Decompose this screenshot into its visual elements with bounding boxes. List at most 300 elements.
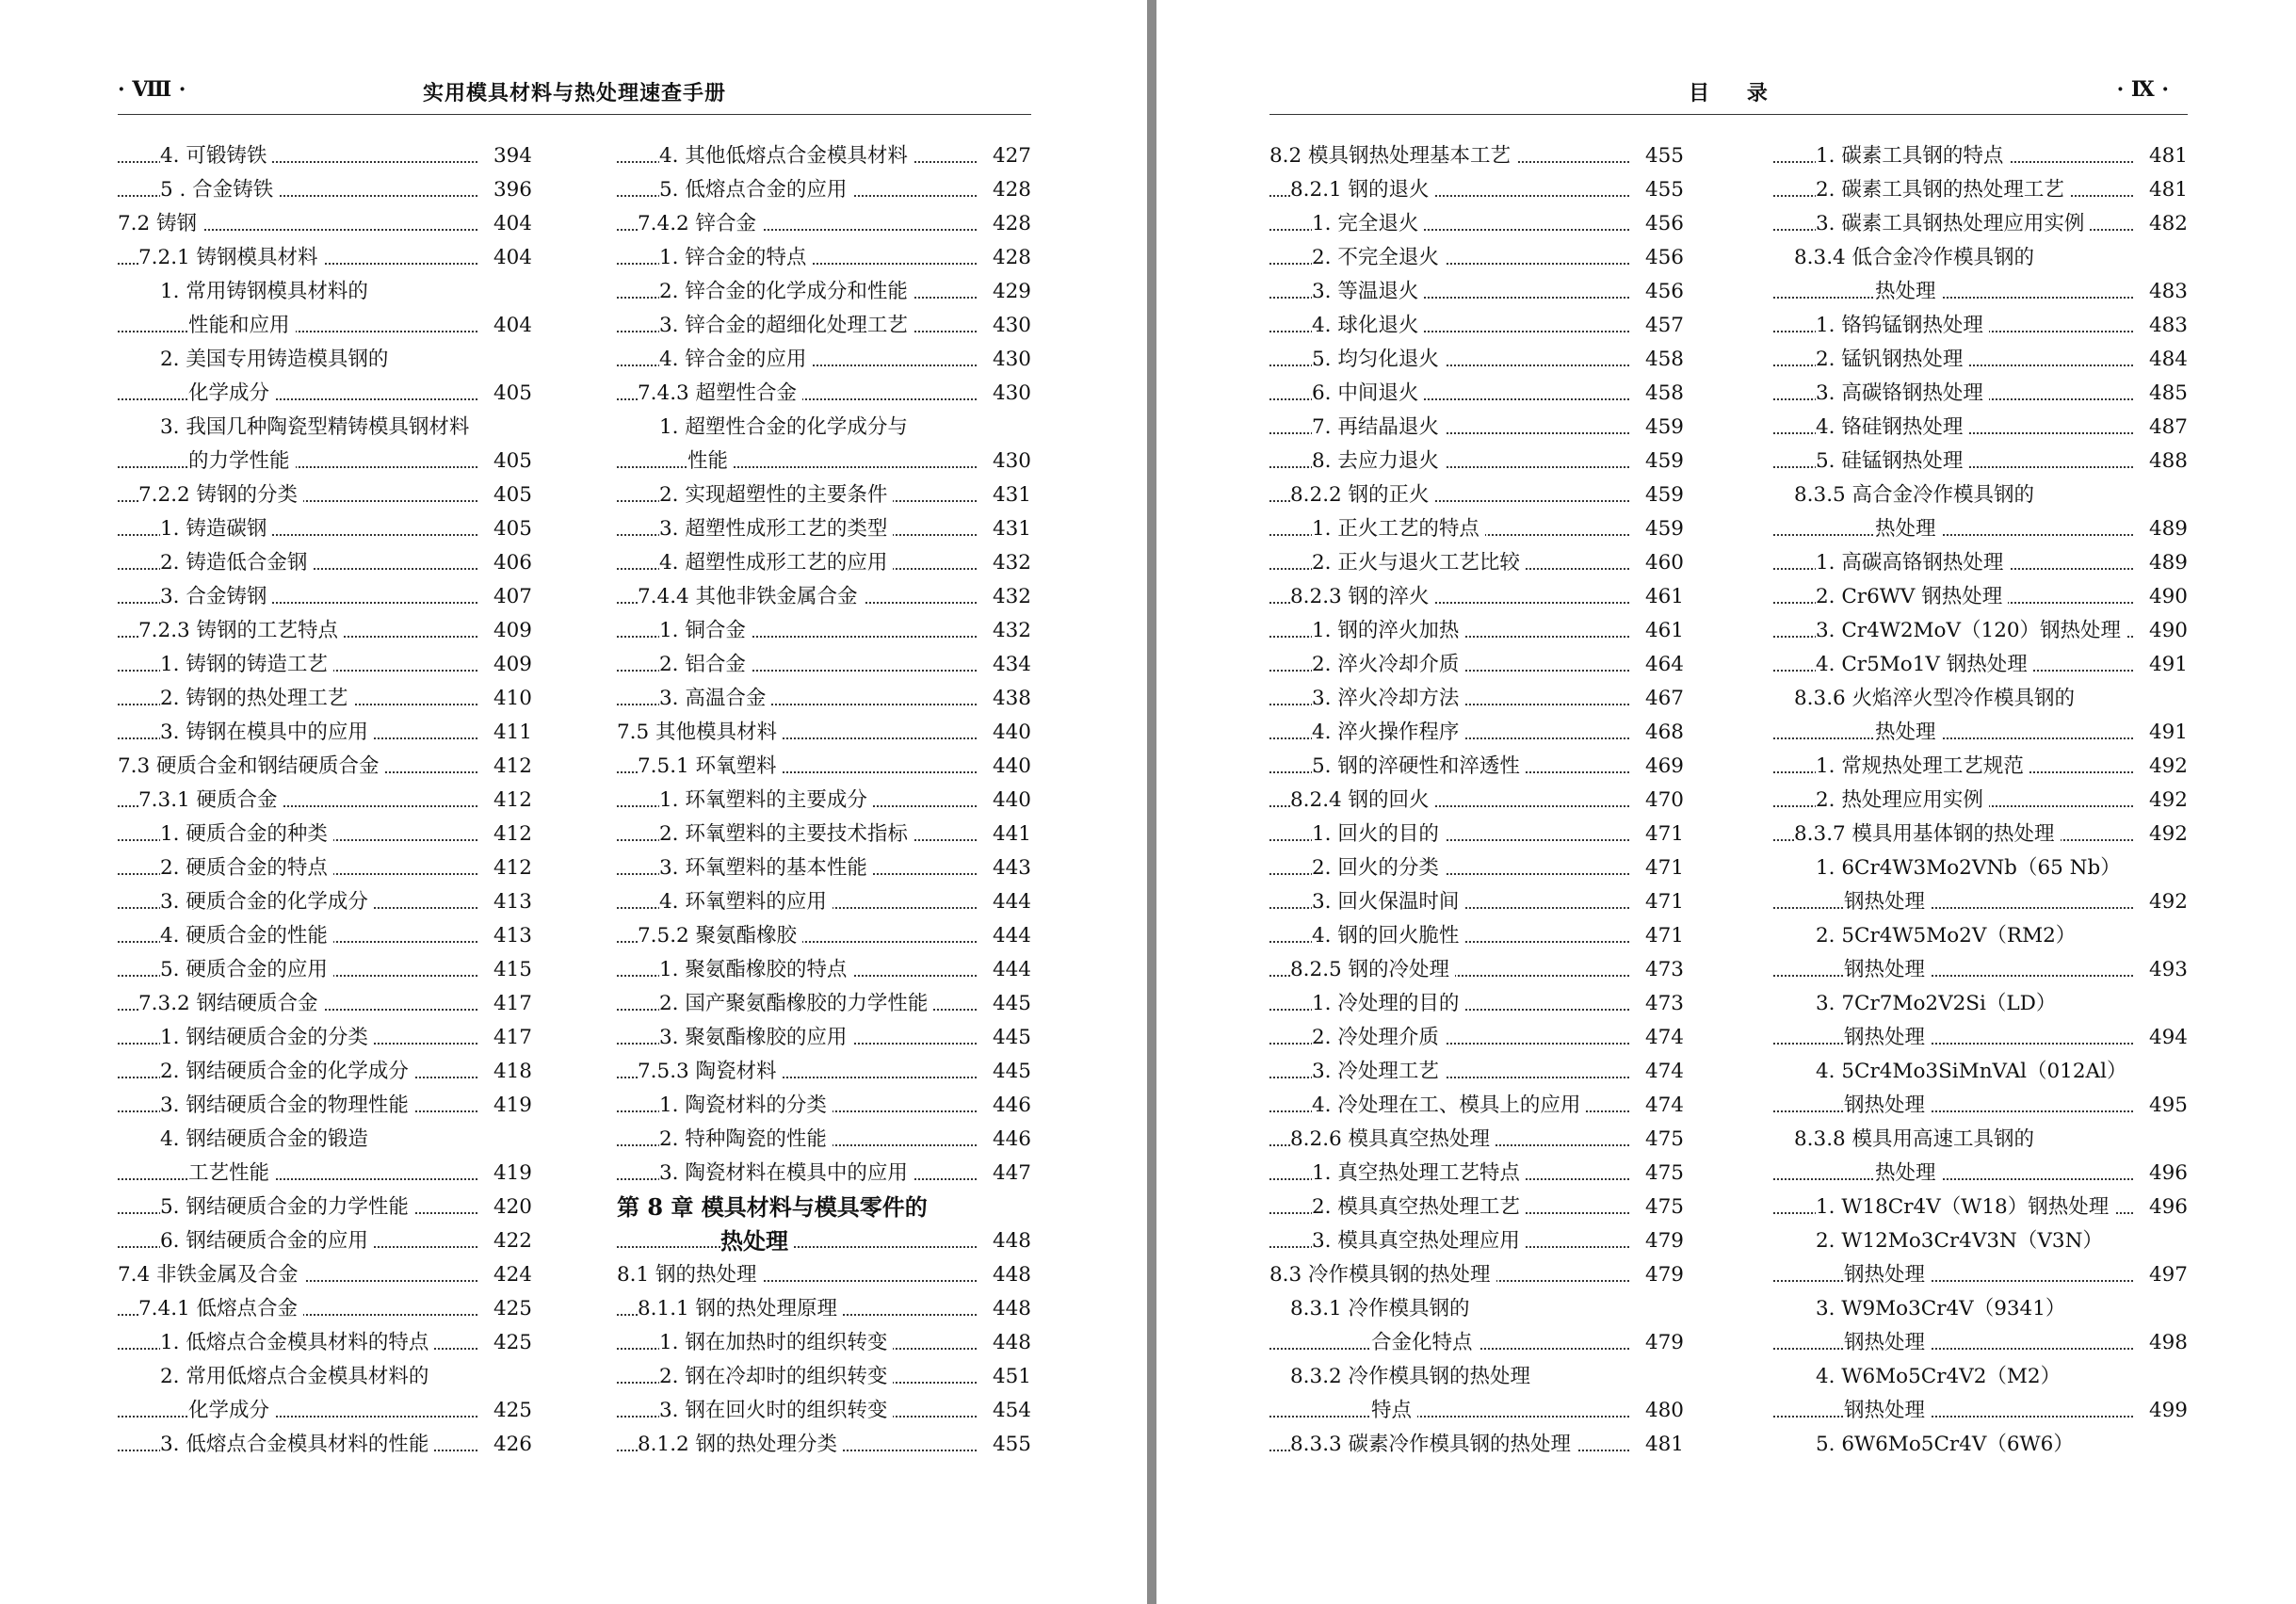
toc-entry-title: 1. 硬质合金的种类 bbox=[160, 818, 333, 851]
toc-item bbox=[617, 1089, 1031, 1123]
toc-item-continued bbox=[118, 377, 532, 411]
toc-item bbox=[118, 343, 532, 377]
toc-item bbox=[118, 1428, 532, 1462]
toc-entry-title: 1. 回火的目的 bbox=[1312, 818, 1445, 851]
toc-page-number: 425 bbox=[485, 1394, 532, 1428]
header-rule bbox=[118, 114, 1031, 115]
toc-page-number: 405 bbox=[485, 512, 532, 546]
toc-entry-title: 8.3.2 冷作模具钢的热处理 bbox=[1290, 1360, 1536, 1394]
toc-entry-title: 5 . 合金铸铁 bbox=[160, 173, 279, 207]
toc-entry-title: 1. 环氧塑料的主要成分 bbox=[659, 784, 873, 818]
toc-page-number: 488 bbox=[2141, 445, 2188, 478]
toc-item-continued bbox=[617, 445, 1031, 478]
toc-page-number: 496 bbox=[2141, 1157, 2188, 1191]
toc-item bbox=[118, 1360, 532, 1394]
header-rule bbox=[1269, 114, 2188, 115]
toc-section bbox=[118, 1258, 532, 1292]
toc-section bbox=[1269, 1258, 1684, 1292]
toc-item bbox=[118, 173, 532, 207]
toc-subsection bbox=[617, 580, 1031, 614]
toc-item bbox=[1773, 343, 2188, 377]
toc-subsection bbox=[1269, 1292, 1684, 1326]
toc-item bbox=[617, 512, 1031, 546]
toc-page-number: 440 bbox=[984, 716, 1031, 750]
toc-item bbox=[1773, 987, 2188, 1021]
toc-item bbox=[118, 512, 532, 546]
toc-item bbox=[118, 716, 532, 750]
toc-item bbox=[118, 648, 532, 682]
toc-subsection bbox=[617, 919, 1031, 953]
toc-entry-title: 2. 不完全退火 bbox=[1312, 241, 1445, 275]
toc-item bbox=[118, 953, 532, 987]
toc-item bbox=[1269, 275, 1684, 309]
toc-entry-title: 热处理 bbox=[1875, 716, 1942, 750]
toc-entry-title: 2. Cr6WV 钢热处理 bbox=[1816, 580, 2008, 614]
toc-page-number: 471 bbox=[1637, 818, 1684, 851]
toc-page-number: 459 bbox=[1637, 478, 1684, 512]
toc-entry-title: 1. 超塑性合金的化学成分与 bbox=[659, 411, 914, 445]
dot-leader bbox=[1773, 1157, 2188, 1191]
toc-page-number: 467 bbox=[1637, 682, 1684, 716]
dot-leader bbox=[118, 377, 532, 411]
toc-page-number: 430 bbox=[984, 343, 1031, 377]
toc-page-number: 491 bbox=[2141, 648, 2188, 682]
toc-subsection-continued bbox=[1773, 1157, 2188, 1191]
toc-entry-title: 钢热处理 bbox=[1844, 1326, 1931, 1360]
toc-entry-title: 1. 正火工艺的特点 bbox=[1312, 512, 1485, 546]
toc-entry-title: 3. 冷处理工艺 bbox=[1312, 1055, 1445, 1089]
toc-item bbox=[1269, 750, 1684, 784]
toc-item bbox=[617, 478, 1031, 512]
toc-page-number: 430 bbox=[984, 309, 1031, 343]
toc-page-number: 481 bbox=[1637, 1428, 1684, 1462]
toc-page-number: 461 bbox=[1637, 614, 1684, 648]
toc-entry-title: 钢热处理 bbox=[1844, 1258, 1931, 1292]
toc-item bbox=[1269, 987, 1684, 1021]
toc-entry-title: 钢热处理 bbox=[1844, 1394, 1931, 1428]
toc-page-number: 417 bbox=[485, 987, 532, 1021]
toc-entry-title: 钢热处理 bbox=[1844, 885, 1931, 919]
toc-item bbox=[1773, 377, 2188, 411]
dot-leader bbox=[1773, 885, 2188, 919]
toc-page-number: 479 bbox=[1637, 1258, 1684, 1292]
right-page-number: · Ⅸ · bbox=[2116, 77, 2169, 102]
toc-subsection bbox=[1773, 682, 2188, 716]
toc-page-number: 481 bbox=[2141, 139, 2188, 173]
toc-entry-title: 5. 6W6Mo5Cr4V（6W6） bbox=[1816, 1428, 2079, 1462]
toc-page-number: 497 bbox=[2141, 1258, 2188, 1292]
toc-entry-title: 热处理 bbox=[1875, 275, 1942, 309]
toc-entry-title: 1. 钢的淬火加热 bbox=[1312, 614, 1464, 648]
dot-leader bbox=[1773, 1326, 2188, 1360]
toc-entry-title: 8.2.4 钢的回火 bbox=[1290, 784, 1435, 818]
toc-entry-title: 4. 超塑性成形工艺的应用 bbox=[659, 546, 893, 580]
toc-subsection bbox=[1269, 173, 1684, 207]
toc-entry-title: 性能和应用 bbox=[188, 309, 296, 343]
toc-item bbox=[1269, 1191, 1684, 1224]
toc-page-number: 444 bbox=[984, 919, 1031, 953]
toc-page-number: 396 bbox=[485, 173, 532, 207]
toc-item bbox=[118, 580, 532, 614]
toc-entry-title: 8.2 模具钢热处理基本工艺 bbox=[1269, 139, 1516, 173]
toc-page-number: 440 bbox=[984, 750, 1031, 784]
toc-item bbox=[1269, 512, 1684, 546]
toc-entry-title: 4. 冷处理在工、模具上的应用 bbox=[1312, 1089, 1586, 1123]
toc-entry-title: 的力学性能 bbox=[188, 445, 296, 478]
toc-entry-title: 8. 去应力退火 bbox=[1312, 445, 1445, 478]
toc-page-number: 427 bbox=[984, 139, 1031, 173]
toc-entry-title: 8.1.2 钢的热处理分类 bbox=[638, 1428, 843, 1462]
toc-entry-title: 7.4 非铁金属及合金 bbox=[118, 1258, 304, 1292]
toc-item bbox=[1773, 139, 2188, 173]
toc-page-number: 405 bbox=[485, 478, 532, 512]
toc-page-number: 448 bbox=[984, 1258, 1031, 1292]
toc-subsection-continued bbox=[1269, 1394, 1684, 1428]
toc-entry-title: 7.4.2 锌合金 bbox=[638, 207, 762, 241]
toc-item bbox=[118, 1055, 532, 1089]
dot-leader bbox=[617, 445, 1031, 478]
toc-item bbox=[1773, 173, 2188, 207]
toc-page-number: 428 bbox=[984, 207, 1031, 241]
toc-entry-title: 7.4.3 超塑性合金 bbox=[638, 377, 802, 411]
toc-page-number: 428 bbox=[984, 241, 1031, 275]
toc-page-number: 492 bbox=[2141, 784, 2188, 818]
toc-page-number: 483 bbox=[2141, 275, 2188, 309]
toc-item-continued bbox=[118, 1157, 532, 1191]
toc-entry-title: 4. 铬硅钢热处理 bbox=[1816, 411, 1968, 445]
toc-item bbox=[118, 139, 532, 173]
toc-subsection-continued bbox=[1773, 716, 2188, 750]
toc-page-number: 419 bbox=[485, 1157, 532, 1191]
dot-leader bbox=[1773, 1089, 2188, 1123]
toc-entry-title: 7.3.2 钢结硬质合金 bbox=[138, 987, 324, 1021]
toc-page-number: 499 bbox=[2141, 1394, 2188, 1428]
toc-entry-title: 8.3.1 冷作模具钢的 bbox=[1290, 1292, 1476, 1326]
toc-page-number: 490 bbox=[2141, 580, 2188, 614]
toc-entry-title: 3. 聚氨酯橡胶的应用 bbox=[659, 1021, 852, 1055]
toc-entry-title: 4. 5Cr4Mo3SiMnVAl（012Al） bbox=[1816, 1055, 2132, 1089]
toc-section bbox=[118, 207, 532, 241]
toc-item bbox=[1269, 207, 1684, 241]
toc-item-continued bbox=[1773, 885, 2188, 919]
toc-page-number: 431 bbox=[984, 512, 1031, 546]
toc-page-number: 440 bbox=[984, 784, 1031, 818]
toc-entry-title: 6. 钢结硬质合金的应用 bbox=[160, 1224, 374, 1258]
toc-item bbox=[617, 987, 1031, 1021]
toc-entry-title: 7.4.1 低熔点合金 bbox=[138, 1292, 303, 1326]
toc-item bbox=[1269, 614, 1684, 648]
toc-page-number: 431 bbox=[984, 478, 1031, 512]
toc-item bbox=[1773, 750, 2188, 784]
dot-leader bbox=[118, 1157, 532, 1191]
toc-item bbox=[617, 1123, 1031, 1157]
toc-page-number: 475 bbox=[1637, 1123, 1684, 1157]
toc-entry-title: 化学成分 bbox=[188, 1394, 275, 1428]
toc-item bbox=[617, 648, 1031, 682]
toc-entry-title: 3. 模具真空热处理应用 bbox=[1312, 1224, 1526, 1258]
toc-page-number: 425 bbox=[485, 1326, 532, 1360]
toc-page-number: 451 bbox=[984, 1360, 1031, 1394]
toc-page-number: 474 bbox=[1637, 1089, 1684, 1123]
toc-page-number: 448 bbox=[984, 1326, 1031, 1360]
toc-entry-title: 8.3.3 碳素冷作模具钢的热处理 bbox=[1290, 1428, 1576, 1462]
toc-item bbox=[617, 411, 1031, 445]
toc-item bbox=[1269, 1021, 1684, 1055]
toc-entry-title: 5. 钢的淬硬性和淬透性 bbox=[1312, 750, 1526, 784]
toc-item bbox=[1269, 682, 1684, 716]
toc-item bbox=[1773, 207, 2188, 241]
toc-entry-title: 3. 钢结硬质合金的物理性能 bbox=[160, 1089, 414, 1123]
toc-entry-title: 4. 淬火操作程序 bbox=[1312, 716, 1464, 750]
toc-chapter bbox=[617, 1191, 1031, 1224]
toc-entry-title: 4. W6Mo5Cr4V2（M2） bbox=[1816, 1360, 2066, 1394]
toc-item bbox=[1269, 1224, 1684, 1258]
toc-entry-title: 8.2.1 钢的退火 bbox=[1290, 173, 1435, 207]
toc-item-continued bbox=[118, 445, 532, 478]
toc-entry-title: 合金化特点 bbox=[1371, 1326, 1479, 1360]
toc-subsection bbox=[118, 1292, 532, 1326]
toc-entry-title: 1. 铸造碳钢 bbox=[160, 512, 272, 546]
toc-page-number: 493 bbox=[2141, 953, 2188, 987]
toc-entry-title: 2. 铝合金 bbox=[659, 648, 752, 682]
toc-entry-title: 1. 聚氨酯橡胶的特点 bbox=[659, 953, 852, 987]
toc-item bbox=[1773, 1055, 2188, 1089]
toc-page-number: 481 bbox=[2141, 173, 2188, 207]
toc-entry-title: 热处理 bbox=[1875, 512, 1942, 546]
toc-page-number: 491 bbox=[2141, 716, 2188, 750]
toc-entry-title: 3. 超塑性成形工艺的类型 bbox=[659, 512, 893, 546]
toc-item bbox=[617, 1394, 1031, 1428]
toc-item bbox=[1773, 1292, 2188, 1326]
toc-subsection-continued bbox=[1773, 275, 2188, 309]
toc-entry-title: 7.2 铸钢 bbox=[118, 207, 202, 241]
toc-entry-title: 3. 铸钢在模具中的应用 bbox=[160, 716, 374, 750]
toc-entry-title: 4. 钢结硬质合金的锻造 bbox=[160, 1123, 374, 1157]
toc-entry-title: 1. 真空热处理工艺特点 bbox=[1312, 1157, 1526, 1191]
toc-item bbox=[1773, 580, 2188, 614]
toc-page-number: 458 bbox=[1637, 343, 1684, 377]
toc-subsection bbox=[1773, 241, 2188, 275]
toc-page-number: 471 bbox=[1637, 851, 1684, 885]
toc-page-number: 479 bbox=[1637, 1326, 1684, 1360]
dot-leader bbox=[1773, 953, 2188, 987]
toc-page-number: 496 bbox=[2141, 1191, 2188, 1224]
toc-item bbox=[1269, 1089, 1684, 1123]
toc-column-4 bbox=[1773, 139, 2188, 1462]
toc-item bbox=[118, 919, 532, 953]
toc-page-number: 475 bbox=[1637, 1191, 1684, 1224]
toc-entry-title: 2. 模具真空热处理工艺 bbox=[1312, 1191, 1526, 1224]
toc-subsection-continued bbox=[1269, 1326, 1684, 1360]
toc-page-number: 445 bbox=[984, 1055, 1031, 1089]
toc-item bbox=[1773, 614, 2188, 648]
toc-item bbox=[1269, 445, 1684, 478]
toc-column-3 bbox=[1269, 139, 1684, 1462]
toc-entry-title: 3. 陶瓷材料在模具中的应用 bbox=[659, 1157, 914, 1191]
toc-page-number: 480 bbox=[1637, 1394, 1684, 1428]
toc-item bbox=[1269, 1055, 1684, 1089]
toc-entry-title: 5. 钢结硬质合金的力学性能 bbox=[160, 1191, 414, 1224]
toc-item-continued bbox=[118, 309, 532, 343]
toc-page-number: 447 bbox=[984, 1157, 1031, 1191]
toc-page-number: 455 bbox=[984, 1428, 1031, 1462]
toc-page-number: 419 bbox=[485, 1089, 532, 1123]
toc-entry-title: 2. 正火与退火工艺比较 bbox=[1312, 546, 1526, 580]
toc-entry-title: 4. 环氧塑料的应用 bbox=[659, 885, 833, 919]
toc-subsection bbox=[617, 377, 1031, 411]
toc-page-number: 409 bbox=[485, 614, 532, 648]
toc-item bbox=[118, 682, 532, 716]
toc-entry-title: 3. 高温合金 bbox=[659, 682, 771, 716]
toc-section bbox=[617, 716, 1031, 750]
toc-page-number: 492 bbox=[2141, 818, 2188, 851]
toc-page-number: 459 bbox=[1637, 445, 1684, 478]
dot-leader bbox=[1269, 1394, 1684, 1428]
toc-item bbox=[1773, 546, 2188, 580]
toc-entry-title: 2. 国产聚氨酯橡胶的力学性能 bbox=[659, 987, 933, 1021]
toc-entry-title: 1. 钢结硬质合金的分类 bbox=[160, 1021, 374, 1055]
toc-section bbox=[617, 1258, 1031, 1292]
toc-entry-title: 3. 7Cr7Mo2V2Si（LD） bbox=[1816, 987, 2062, 1021]
toc-entry-title: 5. 硅锰钢热处理 bbox=[1816, 445, 1968, 478]
toc-entry-title: 7.3.1 硬质合金 bbox=[138, 784, 283, 818]
toc-entry-title: 2. 常用低熔点合金模具材料的 bbox=[160, 1360, 434, 1394]
toc-entry-title: 特点 bbox=[1371, 1394, 1417, 1428]
toc-entry-title: 第 8 章 模具材料与模具零件的 bbox=[617, 1191, 933, 1224]
toc-page-number: 464 bbox=[1637, 648, 1684, 682]
toc-page-number: 473 bbox=[1637, 953, 1684, 987]
toc-page-number: 404 bbox=[485, 207, 532, 241]
toc-item bbox=[617, 309, 1031, 343]
toc-item bbox=[118, 885, 532, 919]
toc-subsection bbox=[1773, 818, 2188, 851]
toc-column-1 bbox=[118, 139, 532, 1462]
dot-leader bbox=[1773, 1394, 2188, 1428]
toc-page-number: 443 bbox=[984, 851, 1031, 885]
toc-page-number: 473 bbox=[1637, 987, 1684, 1021]
toc-subsection bbox=[617, 1428, 1031, 1462]
toc-page-number: 490 bbox=[2141, 614, 2188, 648]
left-page-header bbox=[118, 73, 1031, 115]
toc-entry-title: 4. Cr5Mo1V 钢热处理 bbox=[1816, 648, 2033, 682]
toc-entry-title: 3. W9Mo3Cr4V（9341） bbox=[1816, 1292, 2071, 1326]
toc-page-number: 458 bbox=[1637, 377, 1684, 411]
toc-entry-title: 钢热处理 bbox=[1844, 1021, 1931, 1055]
toc-entry-title: 1. W18Cr4V（W18）钢热处理 bbox=[1816, 1191, 2114, 1224]
toc-entry-title: 8.1.1 钢的热处理原理 bbox=[638, 1292, 843, 1326]
toc-entry-title: 7.5.3 陶瓷材料 bbox=[638, 1055, 783, 1089]
toc-item bbox=[1269, 648, 1684, 682]
toc-entry-title: 2. 锰钒钢热处理 bbox=[1816, 343, 1968, 377]
toc-entry-title: 2. 环氧塑料的主要技术指标 bbox=[659, 818, 914, 851]
toc-entry-title: 1. 冷处理的目的 bbox=[1312, 987, 1464, 1021]
toc-page-number: 434 bbox=[984, 648, 1031, 682]
toc-entry-title: 1. 铜合金 bbox=[659, 614, 752, 648]
toc-item bbox=[617, 173, 1031, 207]
toc-item bbox=[1773, 1360, 2188, 1394]
dot-leader bbox=[617, 1224, 1031, 1258]
toc-entry-title: 化学成分 bbox=[188, 377, 275, 411]
toc-page-number: 422 bbox=[485, 1224, 532, 1258]
toc-subsection bbox=[617, 1055, 1031, 1089]
toc-page-number: 471 bbox=[1637, 919, 1684, 953]
toc-item bbox=[1773, 1224, 2188, 1258]
dot-leader bbox=[1773, 1258, 2188, 1292]
toc-page-number: 468 bbox=[1637, 716, 1684, 750]
toc-entry-title: 3. 等温退火 bbox=[1312, 275, 1424, 309]
toc-page-number: 441 bbox=[984, 818, 1031, 851]
toc-entry-title: 性能 bbox=[687, 445, 734, 478]
toc-section bbox=[1269, 139, 1684, 173]
toc-item bbox=[1269, 546, 1684, 580]
toc-entry-title: 2. 冷处理介质 bbox=[1312, 1021, 1445, 1055]
toc-subsection bbox=[1773, 478, 2188, 512]
toc-entry-title: 3. Cr4W2MoV（120）钢热处理 bbox=[1816, 614, 2126, 648]
toc-page-number: 428 bbox=[984, 173, 1031, 207]
toc-page-number: 410 bbox=[485, 682, 532, 716]
toc-item bbox=[1269, 411, 1684, 445]
toc-item bbox=[118, 275, 532, 309]
toc-page-number: 446 bbox=[984, 1123, 1031, 1157]
toc-page-number: 425 bbox=[485, 1292, 532, 1326]
right-page-running-title: 目 录 bbox=[1689, 81, 1769, 105]
toc-page-number: 404 bbox=[485, 241, 532, 275]
toc-entry-title: 1. 铸钢的铸造工艺 bbox=[160, 648, 333, 682]
toc-entry-title: 2. 碳素工具钢的热处理工艺 bbox=[1816, 173, 2070, 207]
toc-entry-title: 3. 碳素工具钢热处理应用实例 bbox=[1816, 207, 2090, 241]
toc-subsection bbox=[1269, 1123, 1684, 1157]
toc-item bbox=[1773, 309, 2188, 343]
toc-item-continued bbox=[1773, 1258, 2188, 1292]
toc-entry-title: 4. 球化退火 bbox=[1312, 309, 1424, 343]
toc-page-number: 412 bbox=[485, 784, 532, 818]
toc-entry-title: 2. W12Mo3Cr4V3N（V3N） bbox=[1816, 1224, 2109, 1258]
toc-item bbox=[617, 139, 1031, 173]
toc-page-number: 394 bbox=[485, 139, 532, 173]
toc-page-number: 461 bbox=[1637, 580, 1684, 614]
toc-item bbox=[1773, 851, 2188, 885]
toc-entry-title: 3. 硬质合金的化学成分 bbox=[160, 885, 374, 919]
toc-item bbox=[118, 411, 532, 445]
toc-entry-title: 8.3.6 火焰淬火型冷作模具钢的 bbox=[1794, 682, 2080, 716]
toc-entry-title: 2. 5Cr4W5Mo2V（RM2） bbox=[1816, 919, 2081, 953]
toc-page-number: 413 bbox=[485, 919, 532, 953]
toc-page-number: 470 bbox=[1637, 784, 1684, 818]
toc-subsection bbox=[617, 1292, 1031, 1326]
toc-item bbox=[118, 851, 532, 885]
toc-page-number: 448 bbox=[984, 1224, 1031, 1258]
dot-leader bbox=[1773, 512, 2188, 546]
toc-entry-title: 1. 铬钨锰钢热处理 bbox=[1816, 309, 1989, 343]
right-page-header bbox=[1269, 73, 2188, 115]
toc-item bbox=[617, 818, 1031, 851]
toc-item bbox=[1773, 1428, 2188, 1462]
toc-entry-title: 1. 常规热处理工艺规范 bbox=[1816, 750, 2029, 784]
toc-item bbox=[617, 784, 1031, 818]
toc-page-number: 455 bbox=[1637, 139, 1684, 173]
toc-entry-title: 7.2.3 铸钢的工艺特点 bbox=[138, 614, 344, 648]
toc-page-number: 474 bbox=[1637, 1021, 1684, 1055]
toc-item bbox=[1773, 784, 2188, 818]
toc-subsection bbox=[118, 784, 532, 818]
toc-entry-title: 7.3 硬质合金和钢结硬质合金 bbox=[118, 750, 385, 784]
toc-entry-title: 2. 铸钢的热处理工艺 bbox=[160, 682, 353, 716]
dot-leader bbox=[118, 309, 532, 343]
toc-page-number: 455 bbox=[1637, 173, 1684, 207]
toc-entry-title: 钢热处理 bbox=[1844, 953, 1931, 987]
toc-item bbox=[1773, 445, 2188, 478]
toc-item-continued bbox=[1773, 1089, 2188, 1123]
